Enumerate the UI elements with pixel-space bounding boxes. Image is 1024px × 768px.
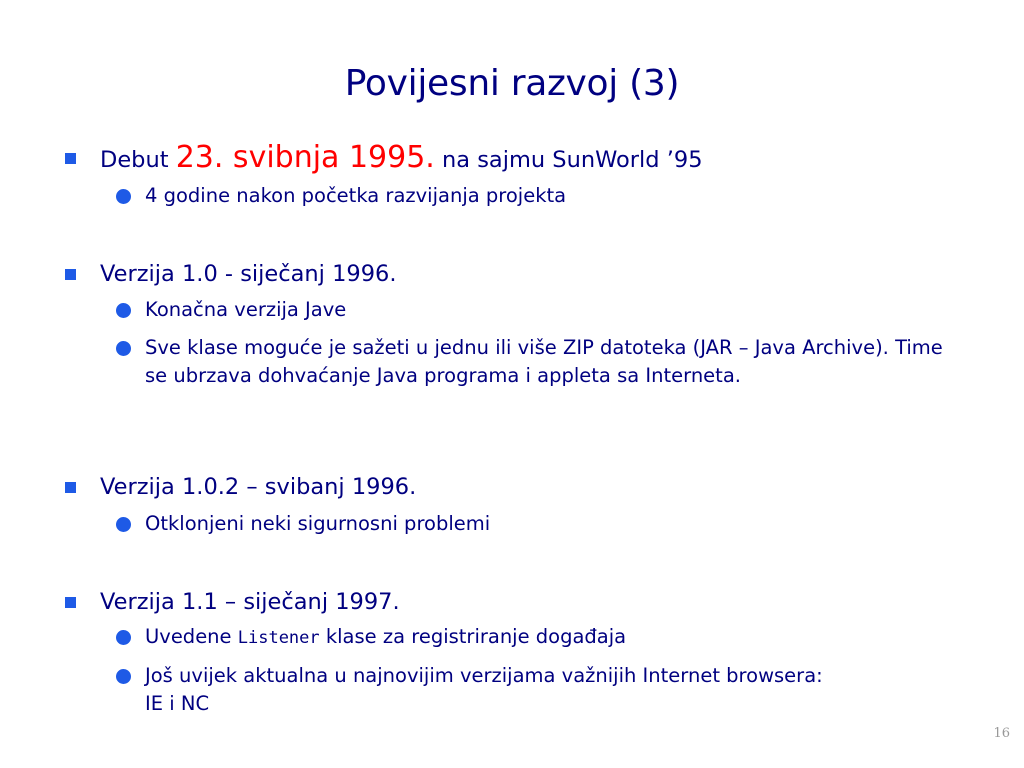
page-number: 16 (993, 726, 1010, 741)
square-bullet-icon (65, 597, 76, 608)
bullet-debut-post: na sajmu SunWorld ’95 (434, 147, 703, 173)
listener-pre: Uvedene (145, 625, 238, 648)
circle-bullet-icon (116, 669, 131, 684)
sub-bullet-browsers: Još uvijek aktualna u najnovijim verzijama važnijih Internet browsera: IE i NC (145, 664, 823, 715)
sub-bullet-project-age: 4 godine nakon početka razvijanja projekta (145, 184, 567, 207)
listener-code: Listener (237, 628, 320, 648)
sub-bullet-security: Otklonjeni neki sigurnosni problemi (145, 512, 491, 535)
sub-bullet-final-version: Konačna verzija Jave (145, 298, 347, 321)
circle-bullet-icon (116, 630, 131, 645)
circle-bullet-icon (116, 517, 131, 532)
circle-bullet-icon (116, 341, 131, 356)
bullet-version-1-0-2: Verzija 1.0.2 – svibanj 1996. (100, 474, 417, 500)
bullet-version-1-0: Verzija 1.0 - siječanj 1996. (100, 261, 397, 287)
slide-title: Povijesni razvoj (3) (344, 63, 680, 104)
debut-date: 23. svibnja 1995. (175, 140, 435, 175)
sub-bullet-listener (145, 623, 626, 652)
bullet-version-1-1: Verzija 1.1 – siječanj 1997. (100, 589, 400, 615)
bullet-debut-pre: Debut (100, 147, 176, 173)
sub-bullet-jar: Sve klase moguće je sažeti u jednu ili više ZIP datoteka (JAR – Java Archive). Time se ubrzava dohvaćanje Java programa i appleta sa Interneta. (145, 336, 943, 387)
circle-bullet-icon (116, 303, 131, 318)
square-bullet-icon (65, 482, 76, 493)
listener-post: klase za registriranje događaja (319, 625, 627, 648)
bullet-debut (100, 140, 703, 175)
square-bullet-icon (65, 153, 76, 164)
square-bullet-icon (65, 269, 76, 280)
circle-bullet-icon (116, 189, 131, 204)
